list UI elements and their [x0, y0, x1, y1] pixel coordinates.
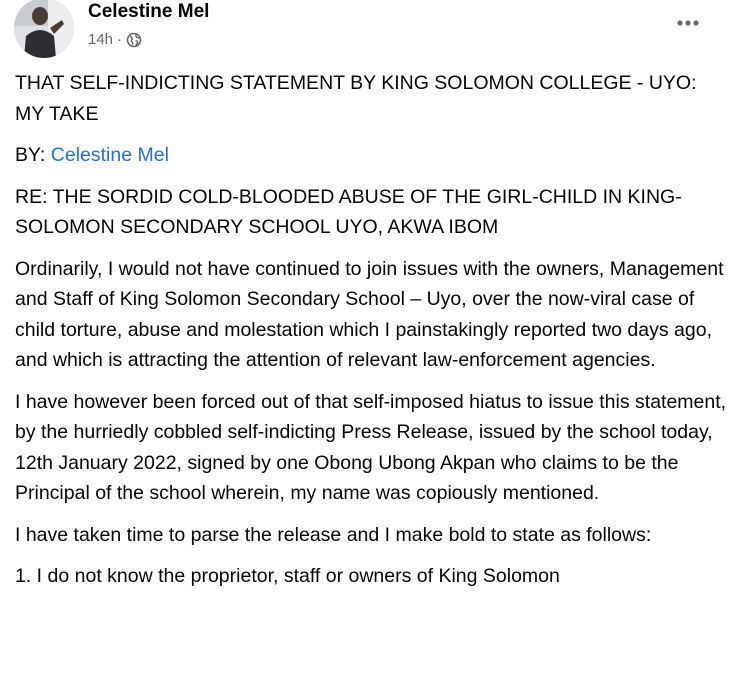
meta-separator: · — [117, 31, 123, 48]
paragraph-4: 1. I do not know the proprietor, staff or owners of King Solomon — [15, 565, 560, 587]
re-line: RE: THE SORDID COLD-BLOODED ABUSE OF THE GIRL-CHILD IN KING-SOLOMON SECONDARY SCHOOL UYO, AKWA IBOM — [15, 185, 682, 238]
more-options-button[interactable] — [668, 8, 708, 38]
paragraph-3: I have taken time to parse the release and I make bold to state as follows: — [15, 523, 652, 546]
globe-icon[interactable] — [126, 32, 142, 48]
byline-prefix: BY: — [15, 144, 51, 166]
post-timestamp[interactable]: 14h — [88, 31, 114, 48]
post-body — [15, 68, 727, 603]
post-meta — [88, 31, 142, 49]
paragraph-2: I have however been forced out of that self-imposed hiatus to issue this statement, by the hurriedly cobbled self-indicting Press Release, issued by the school today, 12th January 2022, signed by one Obong Ubong Akpan who claims to be the Principal of the school wherein, my name was copiously mentioned. — [15, 390, 727, 504]
more-dots-icon — [676, 19, 700, 27]
avatar-photo — [14, 0, 74, 58]
byline — [15, 140, 727, 171]
post-header — [0, 0, 740, 62]
post-title: THAT SELF-INDICTING STATEMENT BY KING SOLOMON COLLEGE - UYO: MY TAKE — [15, 72, 697, 125]
byline-author-link[interactable]: Celestine Mel — [50, 144, 169, 166]
paragraph-1: Ordinarily, I would not have continued to join issues with the owners, Management and Staff of King Solomon Secondary School – Uyo, over the now-viral case of child torture, abuse and molestation which I painstakingly reported two days ago, and which is attracting the attention of relevant law-enforcement agencies. — [15, 257, 724, 371]
author-name[interactable]: Celestine Mel — [88, 1, 210, 22]
avatar[interactable] — [14, 0, 74, 58]
